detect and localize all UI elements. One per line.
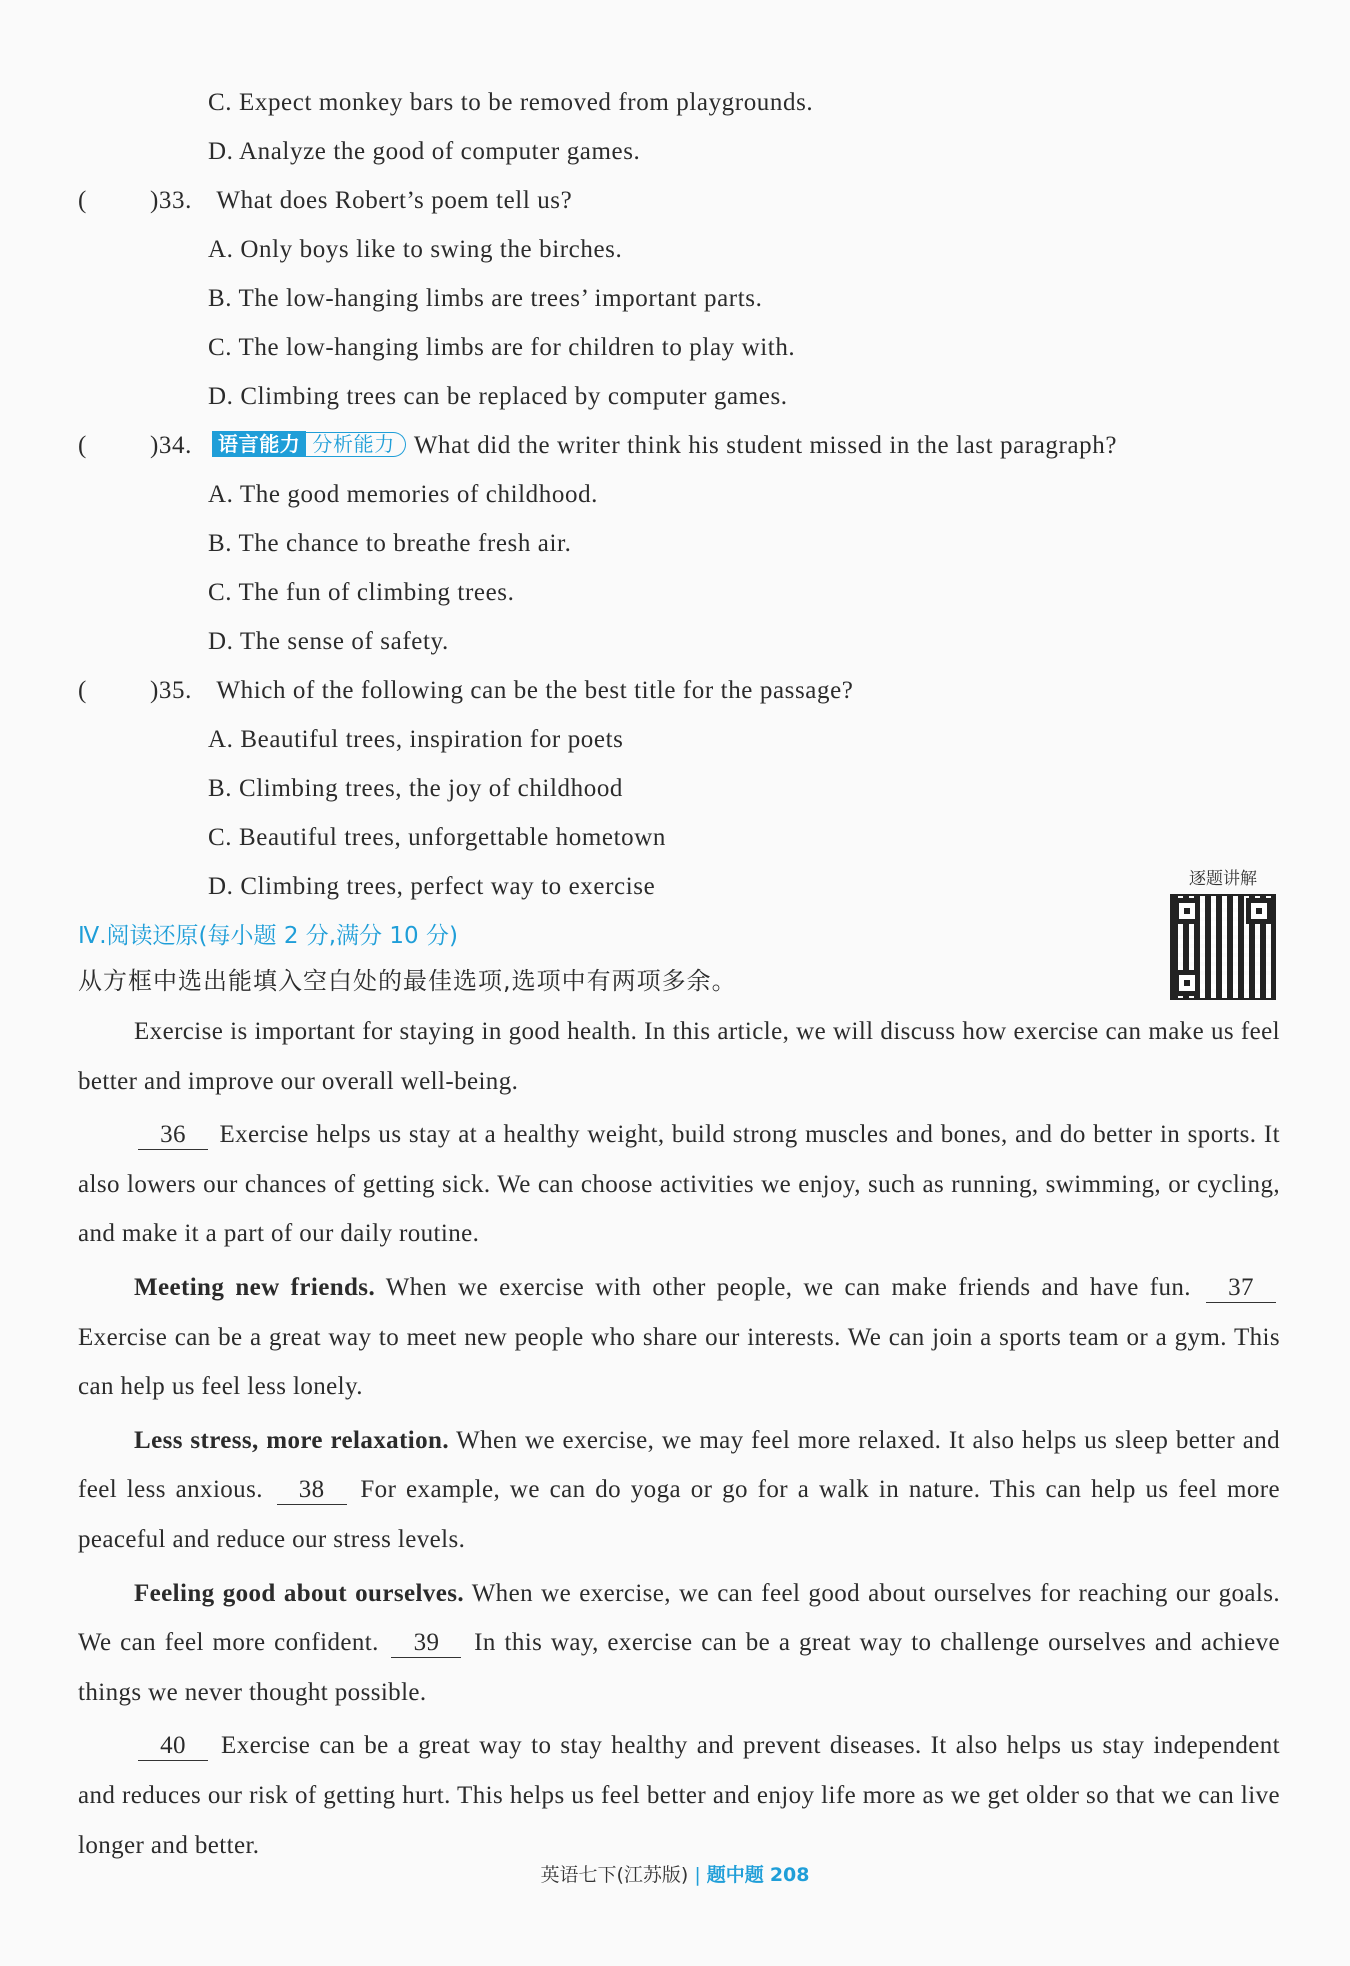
qr-label: 逐题讲解 (1189, 869, 1257, 889)
series-name: 题中题 (706, 1864, 764, 1886)
q33-option-d: D. Climbing trees can be replaced by computer games. (208, 383, 788, 410)
question-text: What does Robert’s poem tell us? (216, 187, 573, 214)
q34-option-b: B. The chance to breathe fresh air. (208, 530, 572, 557)
q32-option-c: C. Expect monkey bars to be removed from playgrounds. (208, 89, 814, 116)
blank-39[interactable]: 39 (391, 1629, 461, 1658)
blank-38[interactable]: 38 (277, 1476, 347, 1505)
q32-option-d: D. Analyze the good of computer games. (208, 138, 641, 165)
passage-paragraph-1: Exercise is important for staying in good health. In this article, we will discuss how exercise can make us feel better and improve our overall well-being. (78, 1018, 1280, 1095)
paragraph-heading: Less stress, more relaxation. (134, 1426, 450, 1454)
paragraph-text: For example, we can do yoga or go for a walk in nature. This can help us feel more peaceful and reduce our stress levels. (78, 1476, 1281, 1553)
paragraph-text: Exercise can be a great way to stay healthy and prevent diseases. It also helps us stay independent and reduces our risk of getting hurt. This helps us feel better and enjoy life more as we get older so that we can live longer and better. (78, 1732, 1281, 1859)
q33-option-b: B. The low-hanging limbs are trees’ important parts. (208, 285, 763, 312)
paragraph-text: When we exercise, we can feel good about ourselves for reaching our goals. We can feel more confident. (78, 1579, 1281, 1657)
footer-separator: | (694, 1864, 701, 1886)
paragraph-text: Exercise can be a great way to meet new people who share our interests. We can join a sports team or a gym. This can help us feel less lonely. (78, 1323, 1280, 1401)
page-number: 208 (769, 1864, 810, 1886)
blank-40[interactable]: 40 (138, 1732, 208, 1761)
passage-paragraph-5 (78, 1569, 1280, 1718)
blank-37[interactable]: 37 (1206, 1274, 1276, 1303)
paragraph-text: Exercise helps us stay at a healthy weight, build strong muscles and bones, and do better in sports. It also lowers our chances of getting sick. We can choose activities we enjoy, such as running, swimming, or cycling, and make it a part of our daily routine. (78, 1121, 1280, 1248)
section-4-title: Ⅳ.阅读还原(每小题 2 分,满分 10 分) (78, 923, 458, 949)
paragraph-heading: Meeting new friends. (134, 1273, 376, 1301)
q35-option-b: B. Climbing trees, the joy of childhood (208, 775, 624, 802)
answer-paren: ( (78, 432, 87, 459)
qr-code-block[interactable] (1163, 866, 1283, 1000)
q34-option-a: A. The good memories of childhood. (208, 481, 599, 508)
paragraph-text: In this way, exercise can be a great way to challenge ourselves and achieve things we never thought possible. (78, 1629, 1280, 1706)
paragraph-text: When we exercise with other people, we can make friends and have fun. (385, 1273, 1191, 1301)
blank-36[interactable]: 36 (138, 1121, 208, 1150)
answer-paren: ( (78, 187, 87, 214)
page-footer (0, 1860, 1350, 1887)
q35-option-d: D. Climbing trees, perfect way to exercise (208, 873, 656, 900)
paragraph-heading: Feeling good about ourselves. (134, 1579, 464, 1607)
qr-finder-icon (1174, 970, 1200, 996)
question-34 (78, 421, 1280, 470)
passage-paragraph-6 (78, 1721, 1280, 1870)
passage-paragraph-3 (78, 1263, 1280, 1412)
qr-finder-icon (1174, 898, 1200, 924)
question-text: Which of the following can be the best title for the passage? (216, 677, 854, 704)
section-4-instruction: 从方框中选出能填入空白处的最佳选项,选项中有两项多余。 (78, 967, 737, 995)
skill-tag-analysis: 分析能力 (306, 432, 405, 457)
q33-option-c: C. The low-hanging limbs are for children to play with. (208, 334, 796, 361)
question-35 (78, 666, 1280, 715)
paragraph-text: When we exercise, we may feel more relaxed. It also helps us sleep better and feel less anxious. (78, 1426, 1280, 1504)
q33-option-a: A. Only boys like to swing the birches. (208, 236, 623, 263)
question-33 (78, 176, 1280, 225)
q35-option-c: C. Beautiful trees, unforgettable hometown (208, 824, 666, 851)
skill-tag-language: 语言能力 (212, 431, 306, 457)
book-title: 英语七下(江苏版) (540, 1864, 689, 1886)
qr-code-icon[interactable] (1170, 894, 1276, 1000)
question-text: What did the writer think his student missed in the last paragraph? (413, 432, 1118, 459)
passage-paragraph-4 (78, 1416, 1280, 1565)
q34-option-d: D. The sense of safety. (208, 628, 449, 655)
answer-paren: ( (78, 677, 87, 704)
question-number: )34. (150, 432, 192, 459)
q35-option-a: A. Beautiful trees, inspiration for poets (208, 726, 624, 753)
q34-option-c: C. The fun of climbing trees. (208, 579, 515, 606)
passage-paragraph-2 (78, 1110, 1280, 1259)
qr-finder-icon (1246, 898, 1272, 924)
question-number: )35. (150, 677, 192, 704)
question-number: )33. (150, 187, 192, 214)
